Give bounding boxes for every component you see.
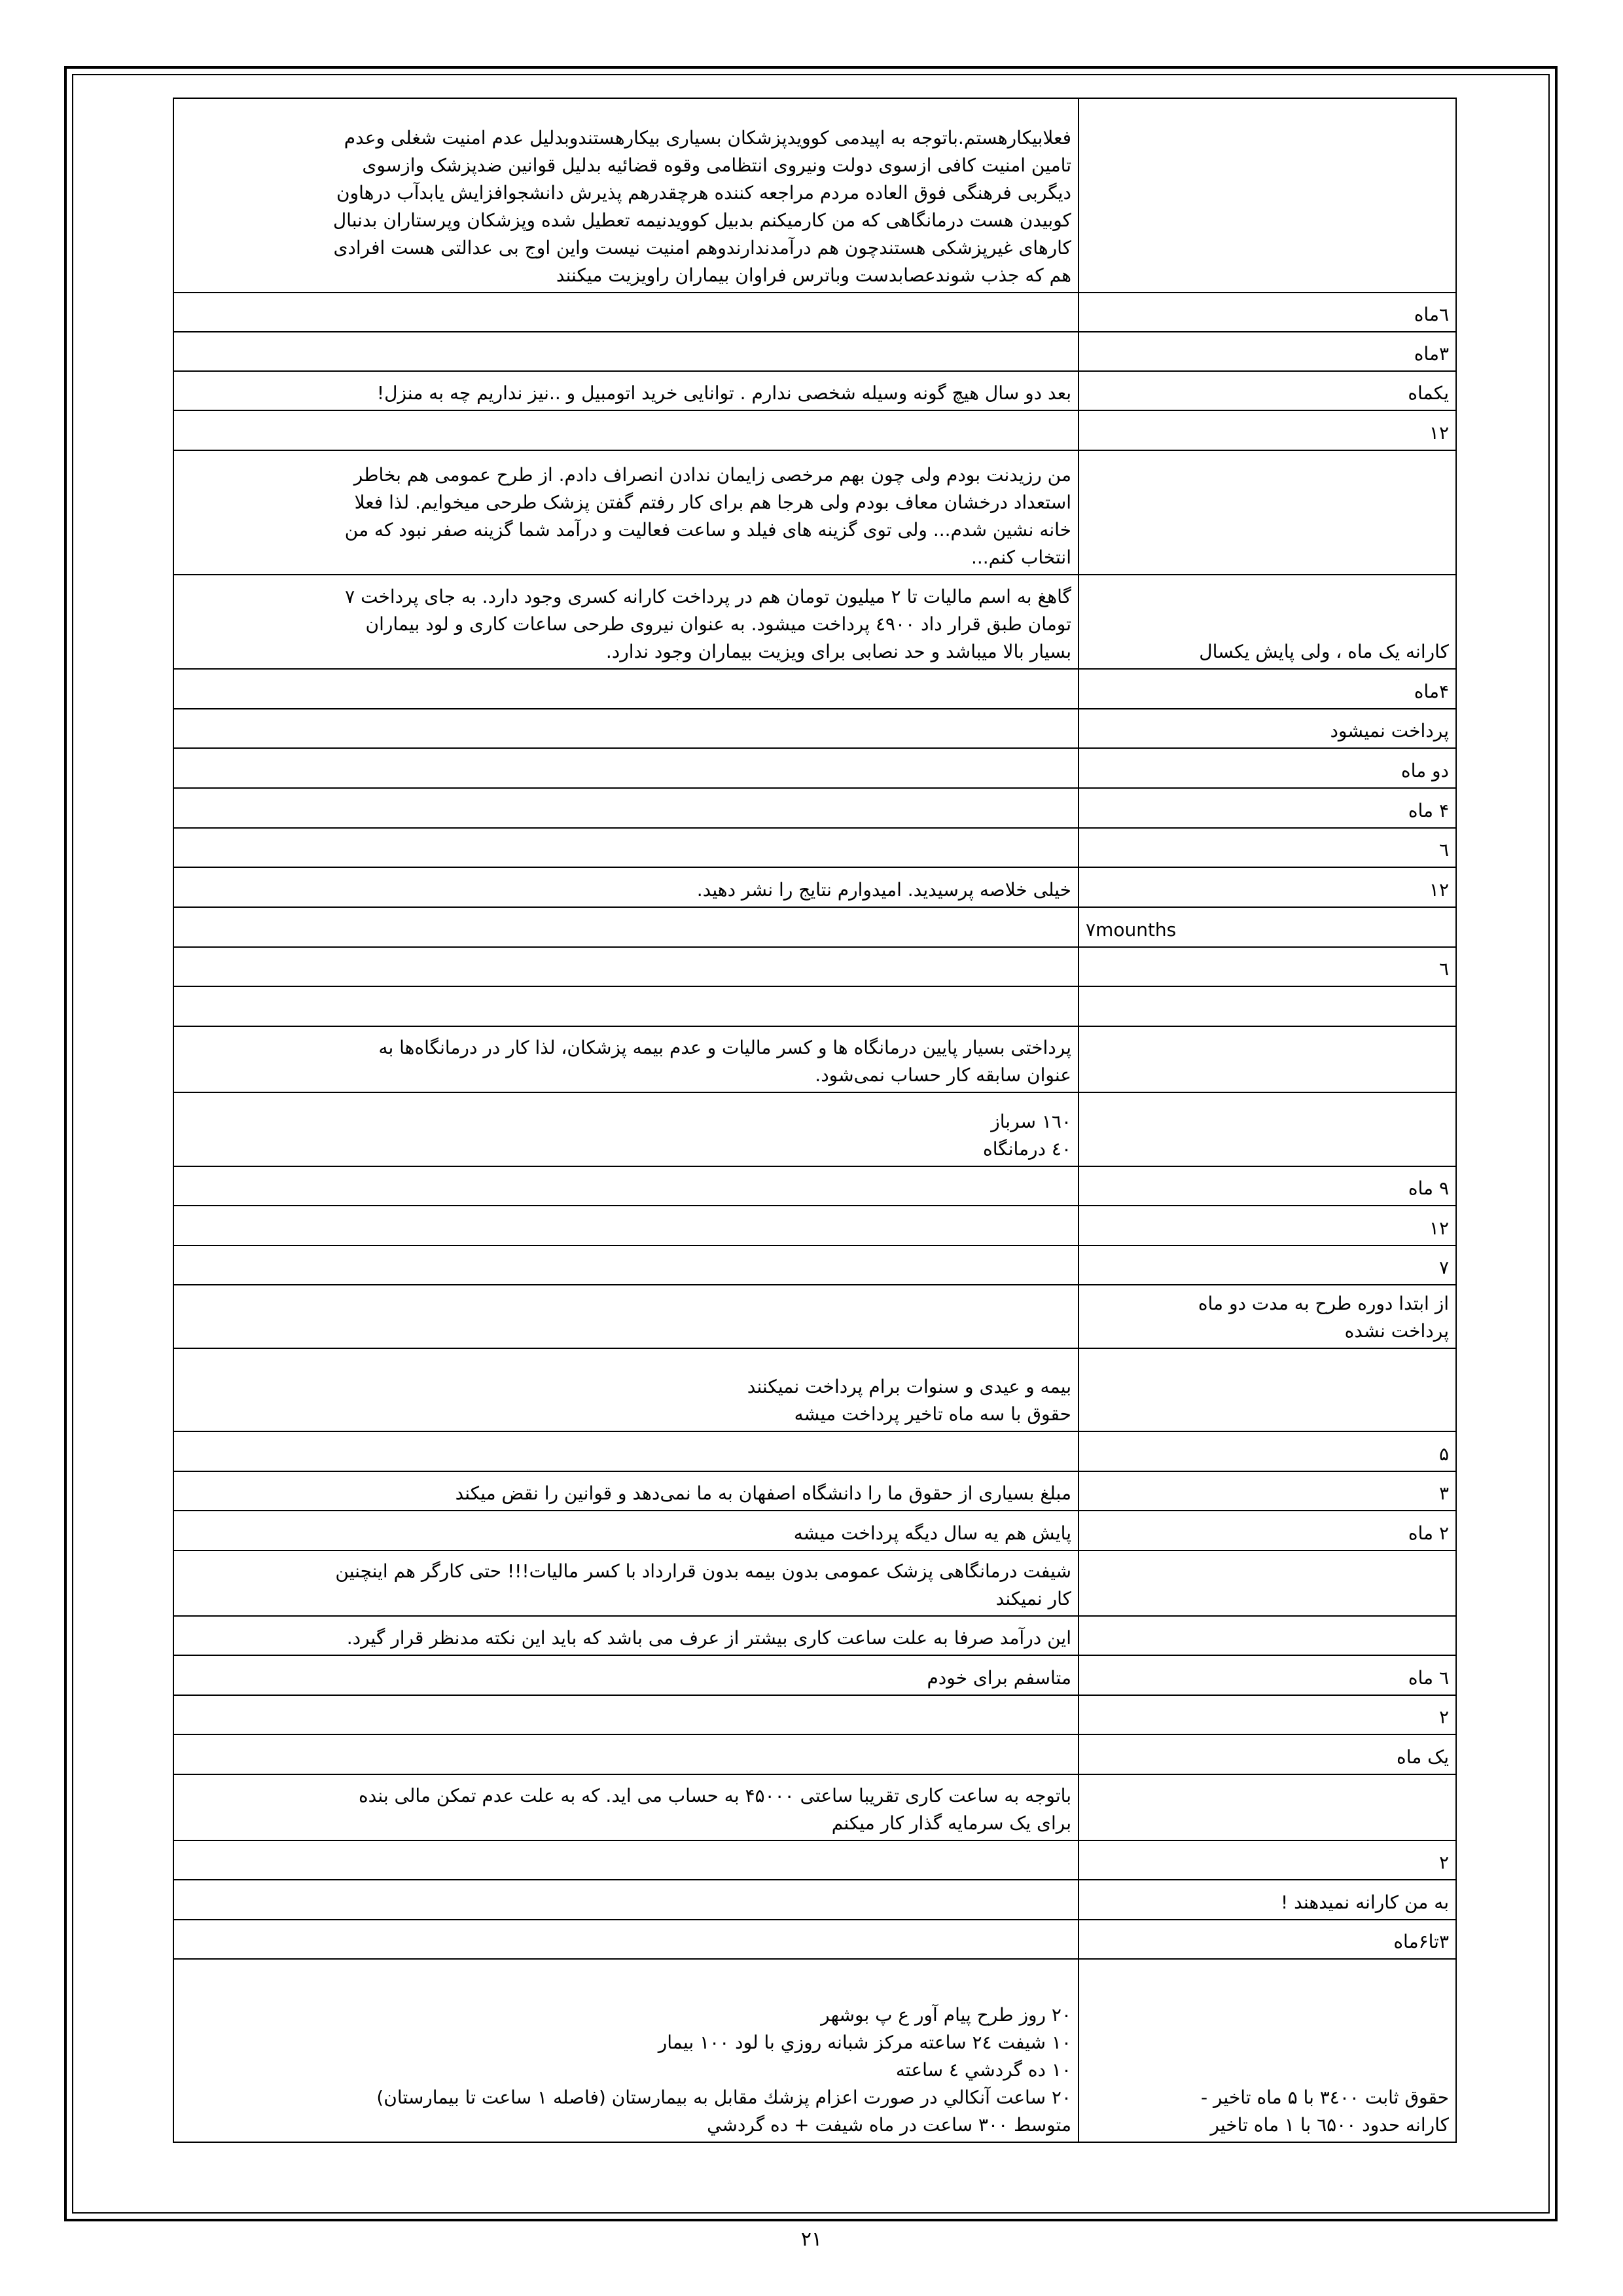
duration-cell: ۳	[1079, 1471, 1456, 1511]
duration-cell: یکماه	[1079, 371, 1456, 410]
table-row	[173, 1655, 1456, 1695]
comment-cell	[173, 332, 1079, 371]
duration-cell: پرداخت نمیشود	[1079, 709, 1456, 748]
duration-cell: ۲ ماه	[1079, 1511, 1456, 1551]
comment-cell	[173, 709, 1079, 748]
duration-cell: ۱۲	[1079, 1206, 1456, 1246]
table-row	[173, 788, 1456, 828]
duration-cell: ۳تا۶ماه	[1079, 1920, 1456, 1959]
duration-cell	[1079, 1774, 1456, 1840]
table-row	[173, 1246, 1456, 1285]
table-row	[173, 669, 1456, 709]
comment-cell: متاسفم برای خودم	[173, 1655, 1079, 1695]
survey-responses-table	[173, 98, 1457, 2143]
table-row	[173, 1774, 1456, 1840]
duration-cell: یک ماه	[1079, 1734, 1456, 1774]
duration-cell: ٦ماه	[1079, 293, 1456, 332]
table-row	[173, 371, 1456, 410]
comment-cell: ۲۰ روز طرح پیام آور ع پ بوشهر ۱۰ شیفت ۲٤ ساعته مرکز شبانه روزي با لود ۱۰۰ بیمار ۱۰ ده گردشي ٤ ساعته ۲۰ ساعت آنكالي در صورت اعزام پزشك مقابل به بیمارستان (فاصله ۱ ساعت تا بیمارستان) متوسط ۳۰۰ ساعت در ماه شیفت + ده گردشي	[173, 1959, 1079, 2142]
comment-cell	[173, 1246, 1079, 1285]
table-row	[173, 1431, 1456, 1471]
comment-cell: ۱٦۰ سرباز ٤۰ درمانگاه	[173, 1092, 1079, 1166]
duration-cell	[1079, 1026, 1456, 1092]
comment-cell: من رزیدنت بودم ولی چون بهم مرخصی زایمان ندادن انصراف دادم. از طرح عمومی هم بخاطر استعداد درخشان معاف بودم ولی هرجا هم برای کار رفتم گفتن پزشک طرحی میخوایم. لذا فعلا خانه نشین شدم... ولی توی گزینه های فیلد و ساعت فعالیت و درآمد شما گزینه صفر نبود که من انتخاب کنم...	[173, 450, 1079, 575]
comment-cell: این درآمد صرفا به علت ساعت کاری بیشتر از عرف می باشد که باید این نکته مدنظر قرار گیرد.	[173, 1616, 1079, 1655]
comment-cell: فعلابیکارهستم.باتوجه به اپیدمی کوویدپزشکان بسیاری بیکارهستندوبدلیل عدم امنیت شغلی وعدم تامین امنیت کافی ازسوی دولت ونیروی انتظامی وقوه قضائیه بدلیل قوانین ضدپزشک وازسوی دیگربی فرهنگی فوق العاده مردم مراجعه کننده هرچقدرهم پذیرش دانشجوافزایش یابدآب درهاون کوبیدن هست درمانگاهی که من کارمیکنم بدبیل کوویدنیمه تعطیل شده وپزشکان وپرستاران بدنبال کارهای غیرپزشکی هستندچون هم درآمدندارندوهم امنیت نیست واین اوج بی عدالتی هست افرادی هم که جذب شوندعصابدست وباترس فراوان بیماران راویزیت میکنند	[173, 98, 1079, 293]
duration-cell: ۷	[1079, 1246, 1456, 1285]
comment-cell	[173, 1431, 1079, 1471]
comment-cell: پرداختی بسیار پایین درمانگاه ها و کسر مالیات و عدم بیمه پزشکان، لذا کار در درمانگاه‌ها به عنوان سابقه کار حساب نمی‌شود.	[173, 1026, 1079, 1092]
comment-cell	[173, 1734, 1079, 1774]
table-row	[173, 332, 1456, 371]
comment-cell	[173, 788, 1079, 828]
table-row	[173, 709, 1456, 748]
comment-cell	[173, 1695, 1079, 1734]
comment-cell	[173, 1166, 1079, 1206]
duration-cell: ۴ماه	[1079, 669, 1456, 709]
comment-cell: پایش هم یه سال دیگه پرداخت میشه	[173, 1511, 1079, 1551]
duration-cell: ۵	[1079, 1431, 1456, 1471]
comment-cell: خیلی خلاصه پرسیدید. امیدوارم نتایج را نشر دهید.	[173, 867, 1079, 907]
duration-cell: ۲	[1079, 1695, 1456, 1734]
table-row	[173, 748, 1456, 788]
table-row	[173, 1695, 1456, 1734]
duration-cell	[1079, 1616, 1456, 1655]
table-row	[173, 1920, 1456, 1959]
duration-cell: از ابتدا دوره طرح به مدت دو ماه پرداخت نشده	[1079, 1285, 1456, 1348]
comment-cell	[173, 1206, 1079, 1246]
comment-cell	[173, 1840, 1079, 1880]
page-number: ۲۱	[800, 2228, 823, 2251]
comment-cell	[173, 907, 1079, 947]
duration-cell: ۴ ماه	[1079, 788, 1456, 828]
duration-cell	[1079, 1092, 1456, 1166]
duration-cell: ۳ماه	[1079, 332, 1456, 371]
comment-cell	[173, 1285, 1079, 1348]
duration-cell: حقوق ثابت ۳٤۰۰ با ۵ ماه تاخیر - کارانه حدود ٦۵۰۰ با ۱ ماه تاخیر	[1079, 1959, 1456, 2142]
table-row	[173, 1206, 1456, 1246]
table-row	[173, 986, 1456, 1026]
duration-cell: ۷mounths	[1079, 907, 1456, 947]
table-row	[173, 1026, 1456, 1092]
duration-cell	[1079, 98, 1456, 293]
table-row	[173, 1551, 1456, 1616]
table-row	[173, 1348, 1456, 1431]
duration-cell: دو ماه	[1079, 748, 1456, 788]
comment-cell: بعد دو سال هیچ گونه وسیله شخصی ندارم . توانایی خرید اتومبیل و ..نیز نداریم چه به منزل!	[173, 371, 1079, 410]
duration-cell: ٦	[1079, 828, 1456, 867]
comment-cell	[173, 293, 1079, 332]
comment-cell	[173, 748, 1079, 788]
duration-cell: ٦	[1079, 947, 1456, 986]
table-row	[173, 1959, 1456, 2142]
duration-cell	[1079, 1348, 1456, 1431]
comment-cell: گاهغ به اسم مالیات تا ۲ میلیون تومان هم در پرداخت کارانه کسری وجود دارد. به جای پرداخت ۷ تومان طبق قرار داد ٤۹۰۰ پرداخت میشود. به عنوان نیروی طرحی ساعات کاری و لود بیماران بسیار بالا میباشد و حد نصابی برای ویزیت بیماران وجود ندارد.	[173, 575, 1079, 669]
table-row	[173, 98, 1456, 293]
table-row	[173, 575, 1456, 669]
comment-cell	[173, 1880, 1079, 1920]
duration-cell: ۹ ماه	[1079, 1166, 1456, 1206]
comment-cell	[173, 986, 1079, 1026]
table-row	[173, 1880, 1456, 1920]
comment-cell	[173, 947, 1079, 986]
duration-cell: ۲	[1079, 1840, 1456, 1880]
table-row	[173, 867, 1456, 907]
duration-cell	[1079, 450, 1456, 575]
table-row	[173, 828, 1456, 867]
comment-cell: بیمه و عیدی و سنوات برام پرداخت نمیکنند حقوق با سه ماه تاخیر پرداخت میشه	[173, 1348, 1079, 1431]
comment-cell: مبلغ بسیاری از حقوق ما را دانشگاه اصفهان به ما نمی‌دهد و قوانین را نقض میکند	[173, 1471, 1079, 1511]
comment-cell	[173, 1920, 1079, 1959]
duration-cell	[1079, 986, 1456, 1026]
table-row	[173, 947, 1456, 986]
table-row	[173, 1092, 1456, 1166]
table-row	[173, 1471, 1456, 1511]
table-row	[173, 1166, 1456, 1206]
table-row	[173, 1734, 1456, 1774]
comment-cell: شیفت درمانگاهی پزشک عمومی بدون بیمه بدون قرارداد با کسر مالیات!!! حتی کارگر هم اینچنین کار نمیکند	[173, 1551, 1079, 1616]
duration-cell: ۱۲	[1079, 867, 1456, 907]
duration-cell: ۱۲	[1079, 410, 1456, 450]
table-row	[173, 907, 1456, 947]
table-row	[173, 1511, 1456, 1551]
comment-cell	[173, 828, 1079, 867]
duration-cell	[1079, 1551, 1456, 1616]
table-row	[173, 1285, 1456, 1348]
comment-cell	[173, 410, 1079, 450]
table-row	[173, 410, 1456, 450]
table-row	[173, 1616, 1456, 1655]
comment-cell	[173, 669, 1079, 709]
table-row	[173, 1840, 1456, 1880]
table-row	[173, 450, 1456, 575]
duration-cell: کارانه یک ماه ، ولی پایش یکسال	[1079, 575, 1456, 669]
table-row	[173, 293, 1456, 332]
duration-cell: ٦ ماه	[1079, 1655, 1456, 1695]
comment-cell: باتوجه به ساعت کاری تقریبا ساعتی ۴۵۰۰۰ به حساب می اید. که به علت عدم تمکن مالی بنده برای یک سرمایه گذار کار میکنم	[173, 1774, 1079, 1840]
duration-cell: به من کارانه نمیدهند !	[1079, 1880, 1456, 1920]
